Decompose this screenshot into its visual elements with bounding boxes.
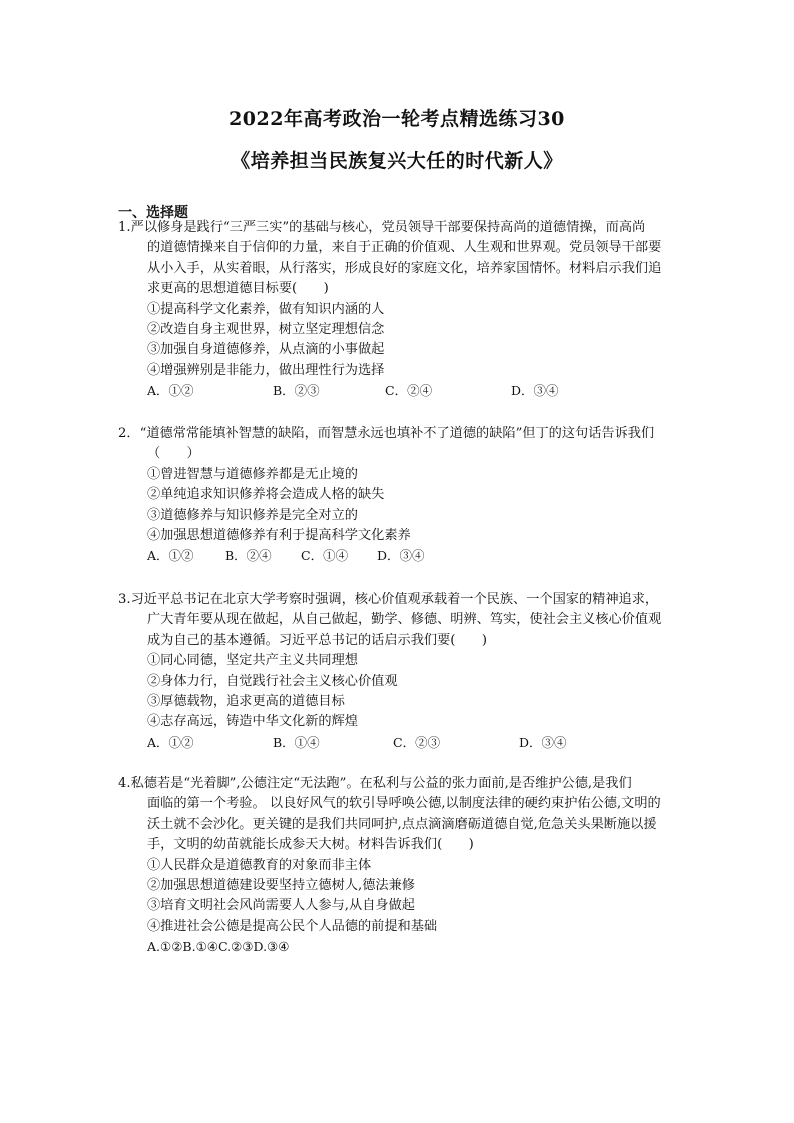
question-3-stem-line: 广大青年要从现在做起，从自己做起，勤学、修德、明辨、笃实，使社会主义核心价值观 (147, 612, 662, 628)
question-3-option: ③厚德载物，追求更高的道德目标 (147, 694, 345, 710)
answer-choice-d: D．③④ (511, 383, 559, 399)
question-2-option: ③道德修养与知识修养是完全对立的 (147, 507, 358, 523)
question-4-stem (118, 774, 661, 856)
question-3-stem (118, 590, 661, 651)
question-4-option: ④推进社会公德是提高公民个人品德的前提和基础 (147, 918, 438, 934)
question-2-stem (118, 424, 654, 465)
question-1 (118, 218, 661, 402)
question-3-option: ④志存高远，铸造中华文化新的辉煌 (147, 714, 358, 730)
question-4-option: ③培育文明社会风尚需要人人参与,从自身做起 (147, 898, 415, 914)
answer-choice-a: A．①② (147, 734, 194, 750)
question-2-option: ①曾进智慧与道德修养都是无止境的 (147, 466, 358, 482)
question-4-option: ①人民群众是道德教育的对象而非主体 (147, 857, 372, 873)
answer-choice-b: B．①④ (273, 734, 320, 750)
answer-choice-a: A．①② (147, 548, 194, 564)
section-heading: 一、选择题 (118, 205, 188, 221)
question-2-option: ②单纯追求知识修养将会造成人格的缺失 (147, 487, 385, 503)
question-2-answers (118, 546, 654, 566)
question-2-stem-line: （ ） (147, 446, 200, 462)
question-1-stem-line: 求更高的思想道德目标要( ) (147, 281, 329, 297)
answer-choice-b: B．②③ (273, 383, 320, 399)
answer-choice-c: C．②④ (385, 383, 433, 399)
answer-choice-b: B．②④ (225, 548, 272, 564)
question-1-stem (118, 218, 661, 300)
question-3 (118, 590, 661, 753)
question-2-stem-line: 2．“道德常常能填补智慧的缺陷，而智慧永远也填补不了道德的缺陷”但丁的这句话告诉我们 (118, 426, 655, 441)
question-3-option: ②身体力行，自觉践行社会主义核心价值观 (147, 673, 398, 689)
question-4-answers: A.①②B.①④C.②③D.③④ (147, 939, 290, 955)
question-1-option: ③加强自身道德修养，从点滴的小事做起 (147, 342, 385, 358)
question-4-stem-line: 面临的第一个考验。 以良好风气的软引导呼唤公德,以制度法律的硬约束护佑公德,文明的 (147, 796, 661, 812)
question-4-option: ②加强思想道德建设要坚持立德树人,德法兼修 (147, 878, 415, 894)
answer-choice-c: C．②③ (393, 734, 441, 750)
question-3-answers (118, 733, 661, 753)
answer-choice-c: C．①④ (301, 548, 349, 564)
question-1-option: ②改造自身主观世界，树立坚定理想信念 (147, 322, 385, 338)
question-4-stem-line: 4.私德若是“光着脚”,公德注定“无法跑”。在私利与公益的张力面前,是否维护公德,是我们 (118, 776, 632, 791)
question-3-stem-line: 成为自己的基本遵循。习近平总书记的话启示我们要( ) (147, 632, 487, 648)
question-1-stem-line: 1.严以修身是践行“三严三实”的基础与核心，党员领导干部要保持高尚的道德情操，而高尚 (118, 220, 646, 235)
question-2 (118, 424, 654, 567)
question-4-stem-line: 手，文明的幼苗就能长成参天大树。材料告诉我们( ) (147, 837, 474, 853)
question-1-answers (118, 381, 661, 401)
answer-choice-d: D．③④ (519, 734, 567, 750)
document-title: 2022年高考政治一轮考点精选练习30 (229, 108, 565, 130)
question-3-option: ①同心同德，坚定共产主义共同理想 (147, 653, 358, 669)
question-1-option: ①提高科学文化素养，做有知识内涵的人 (147, 301, 385, 317)
question-1-option: ④增强辨别是非能力，做出理性行为选择 (147, 362, 385, 378)
question-4-stem-line: 沃土就不会沙化。更关键的是我们共同呵护,点点滴滴磨砺道德自觉,危急关头果断施以援 (147, 816, 657, 832)
answer-choice-a: A．①② (147, 383, 194, 399)
question-2-option: ④加强思想道德修养有利于提高科学文化素养 (147, 528, 411, 544)
document-subtitle: 《培养担当民族复兴大任的时代新人》 (231, 150, 563, 172)
answer-choice-d: D．③④ (377, 548, 425, 564)
question-1-stem-line: 的道德情操来自于信仰的力量，来自于正确的价值观、人生观和世界观。党员领导干部要 (147, 240, 662, 256)
question-3-stem-line: 3.习近平总书记在北京大学考察时强调，核心价值观承载着一个民族、一个国家的精神追求， (118, 592, 659, 607)
question-1-stem-line: 从小入手，从实着眼，从行落实，形成良好的家庭文化，培养家国情怀。材料启示我们追 (147, 260, 662, 276)
question-4 (118, 774, 661, 958)
